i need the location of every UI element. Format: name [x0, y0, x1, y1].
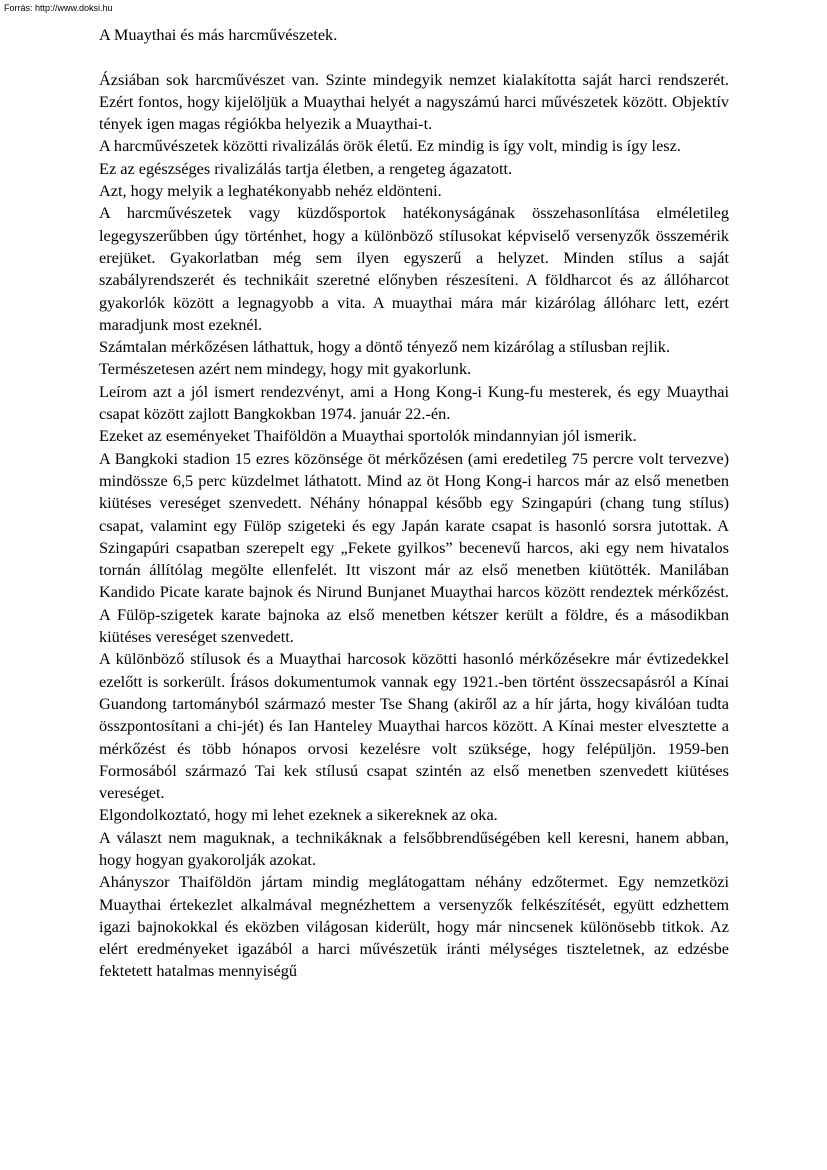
source-label: Forrás: http://www.doksi.hu: [4, 3, 113, 13]
paragraph: Ázsiában sok harcművészet van. Szinte mindegyik nemzet kialakította saját harci rendszerét. Ezért fontos, hogy kijelöljük a Muaythai helyét a nagyszámú harci művészetek között. Objektív tények igen magas régiókba helyezik a Muaythai-t.: [99, 69, 729, 134]
paragraph: A harcművészetek közötti rivalizálás örök életű. Ez mindig is így volt, mindig is így lesz.: [99, 136, 681, 156]
document-body: [99, 24, 729, 983]
paragraph: Elgondolkoztató, hogy mi lehet ezeknek a sikereknek az oka.: [99, 805, 498, 825]
paragraph: Ahányszor Thaiföldön jártam mindig meglátogattam néhány edzőtermet. Egy nemzetközi Muaythai értekezlet alkalmával megnézhettem a versenyzők felkészítését, együtt edzhettem igazi bajnokokkal és eközben világosan kiderült, hogy már nincsenek különösebb titkok. Az elért eredményeket igazából a harci művészetük iránti mélységes tiszteletnek, az edzésbe fektetett hatalmas mennyiségű: [99, 872, 729, 981]
paragraph: A harcművészetek vagy küzdősportok hatékonyságának összehasonlítása elméletileg legegyszerűbben úgy történhet, hogy a különböző stílusokat képviselő versenyzők összemérik erejüket. Gyakorlatban még sem ilyen egyszerű a helyzet. Minden stílus a saját szabályrendszerét és technikáit szeretné előnyben részesíteni. A földharcot és az állóharcot gyakorlók között a legnagyobb a vita. A muaythai mára már kizárólag állóharc lett, ezért maradjunk most ezeknél.: [99, 203, 729, 334]
paragraph: Ez az egészséges rivalizálás tartja életben, a rengeteg ágazatott.: [99, 158, 513, 178]
paragraph: Azt, hogy melyik a leghatékonyabb nehéz eldönteni.: [99, 181, 442, 201]
paragraph: Számtalan mérkőzésen láthattuk, hogy a döntő tényező nem kizárólag a stílusban rejlik.: [99, 337, 671, 357]
paragraph: Természetesen azért nem mindegy, hogy mit gyakorlunk.: [99, 359, 472, 379]
paragraph: A különböző stílusok és a Muaythai harcosok közötti hasonló mérkőzésekre már évtizedekkel ezelőtt is sorkerült. Írásos dokumentumok vannak egy 1921.-ben történt összecsapásról a Kínai Guandong tartományból származó mester Tse Shang (akiről az a hír járta, hogy kiválóan tudta összpontosítani a chi-jét) és Ian Hanteley Muaythai harcos között. A Kínai mester elvesztette a mérkőzést és több hónapos orvosi kezelésre volt szüksége, hogy felépüljön. 1959-ben Formosából származó Tai kek stílusú csapat szintén az első menetben szenvedett kiütéses vereséget.: [99, 649, 729, 803]
document-title: A Muaythai és más harcművészetek.: [99, 25, 338, 44]
paragraph: A választ nem maguknak, a technikáknak a felsőbbrendűségében kell keresni, hanem abban, hogy hogyan gyakorolják azokat.: [99, 827, 729, 869]
paragraph: Ezeket az eseményeket Thaiföldön a Muaythai sportolók mindannyian jól ismerik.: [99, 426, 637, 446]
paragraph: Leírom azt a jól ismert rendezvényt, ami a Hong Kong-i Kung-fu mesterek, és egy Muaythai csapat között zajlott Bangkokban 1974. január 22.-én.: [99, 381, 729, 424]
paragraph: A Bangkoki stadion 15 ezres közönsége öt mérkőzésen (ami eredetileg 75 percre volt tervezve) mindössze 6,5 perc küzdelmet láthatott. Mind az öt Hong Kong-i harcos már az első menetben kiütéses vereséget szenvedett. Néhány hónappal később egy Szingapúri (chang tung stílus) csapat, valamint egy Fülöp szigeteki és egy Japán karate csapat is hasonló sorsra jutottak. A Szingapúri csapatban szerepelt egy „Fekete gyilkos” becenevű harcos, aki egy nem hivatalos tornán állítólag megölte ellenfelét. Itt viszont már az első menetben kiütötték. Manilában Kandido Picate karate bajnok és Nirund Bunjanet Muaythai harcos között rendeztek mérkőzést. A Fülöp-szigetek karate bajnoka az első menetben kétszer került a földre, és a másodikban kiütéses vereséget szenvedett.: [99, 448, 729, 647]
